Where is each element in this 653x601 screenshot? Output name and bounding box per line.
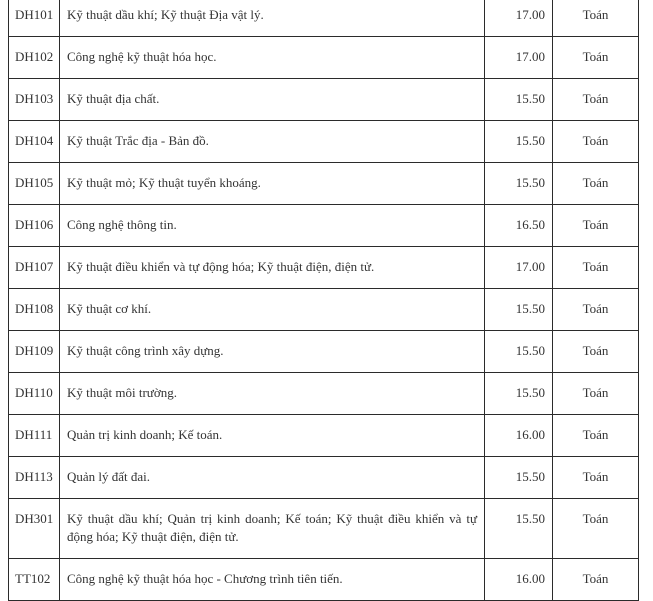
weighted-subject: Toán	[553, 457, 639, 499]
weighted-subject: Toán	[553, 163, 639, 205]
admission-score: 16.50	[485, 205, 553, 247]
admission-score: 15.50	[485, 457, 553, 499]
weighted-subject: Toán	[553, 373, 639, 415]
admission-score-table-container	[8, 0, 638, 601]
admission-score: 15.50	[485, 289, 553, 331]
program-name: Kỹ thuật cơ khí.	[60, 289, 485, 331]
program-code: DH108	[9, 289, 60, 331]
table-row	[9, 289, 639, 331]
admission-score: 17.00	[485, 37, 553, 79]
table-row	[9, 163, 639, 205]
table-row	[9, 121, 639, 163]
admission-score: 16.00	[485, 415, 553, 457]
admission-score: 17.00	[485, 0, 553, 37]
weighted-subject: Toán	[553, 121, 639, 163]
weighted-subject: Toán	[553, 559, 639, 601]
table-body	[9, 0, 639, 601]
program-code: DH113	[9, 457, 60, 499]
table-row	[9, 559, 639, 601]
admission-score: 15.50	[485, 121, 553, 163]
table-row	[9, 79, 639, 121]
program-name: Công nghệ thông tin.	[60, 205, 485, 247]
program-name: Kỹ thuật mỏ; Kỹ thuật tuyển khoáng.	[60, 163, 485, 205]
table-row	[9, 415, 639, 457]
admission-score: 15.50	[485, 331, 553, 373]
table-row	[9, 247, 639, 289]
program-name: Kỹ thuật Trắc địa - Bản đồ.	[60, 121, 485, 163]
weighted-subject: Toán	[553, 415, 639, 457]
weighted-subject: Toán	[553, 289, 639, 331]
program-name: Quản trị kinh doanh; Kế toán.	[60, 415, 485, 457]
admission-score: 15.50	[485, 373, 553, 415]
program-name: Công nghệ kỹ thuật hóa học - Chương trình tiên tiến.	[60, 559, 485, 601]
program-name: Quản lý đất đai.	[60, 457, 485, 499]
program-code: DH110	[9, 373, 60, 415]
admission-score-table	[8, 0, 639, 601]
program-code: DH101	[9, 0, 60, 37]
table-row	[9, 373, 639, 415]
program-code: DH105	[9, 163, 60, 205]
weighted-subject: Toán	[553, 37, 639, 79]
program-code: DH103	[9, 79, 60, 121]
admission-score: 15.50	[485, 163, 553, 205]
weighted-subject: Toán	[553, 247, 639, 289]
program-name: Kỹ thuật môi trường.	[60, 373, 485, 415]
program-code: DH107	[9, 247, 60, 289]
admission-score: 15.50	[485, 79, 553, 121]
program-code: TT102	[9, 559, 60, 601]
program-name: Kỹ thuật công trình xây dựng.	[60, 331, 485, 373]
program-code: DH104	[9, 121, 60, 163]
table-row	[9, 331, 639, 373]
program-code: DH109	[9, 331, 60, 373]
program-name: Kỹ thuật điều khiển và tự động hóa; Kỹ thuật điện, điện tử.	[60, 247, 485, 289]
table-row	[9, 457, 639, 499]
program-name: Công nghệ kỹ thuật hóa học.	[60, 37, 485, 79]
table-row	[9, 0, 639, 37]
weighted-subject: Toán	[553, 499, 639, 559]
table-row	[9, 499, 639, 559]
program-code: DH106	[9, 205, 60, 247]
weighted-subject: Toán	[553, 331, 639, 373]
table-row	[9, 205, 639, 247]
program-name: Kỹ thuật dầu khí; Quản trị kinh doanh; Kế toán; Kỹ thuật điều khiển và tự động hóa; Kỹ thuật điện, điện tử.	[60, 499, 485, 559]
admission-score: 15.50	[485, 499, 553, 559]
program-code: DH301	[9, 499, 60, 559]
table-row	[9, 37, 639, 79]
weighted-subject: Toán	[553, 0, 639, 37]
weighted-subject: Toán	[553, 79, 639, 121]
program-code: DH102	[9, 37, 60, 79]
program-name: Kỹ thuật địa chất.	[60, 79, 485, 121]
admission-score: 17.00	[485, 247, 553, 289]
weighted-subject: Toán	[553, 205, 639, 247]
program-code: DH111	[9, 415, 60, 457]
program-name: Kỹ thuật dầu khí; Kỹ thuật Địa vật lý.	[60, 0, 485, 37]
admission-score: 16.00	[485, 559, 553, 601]
